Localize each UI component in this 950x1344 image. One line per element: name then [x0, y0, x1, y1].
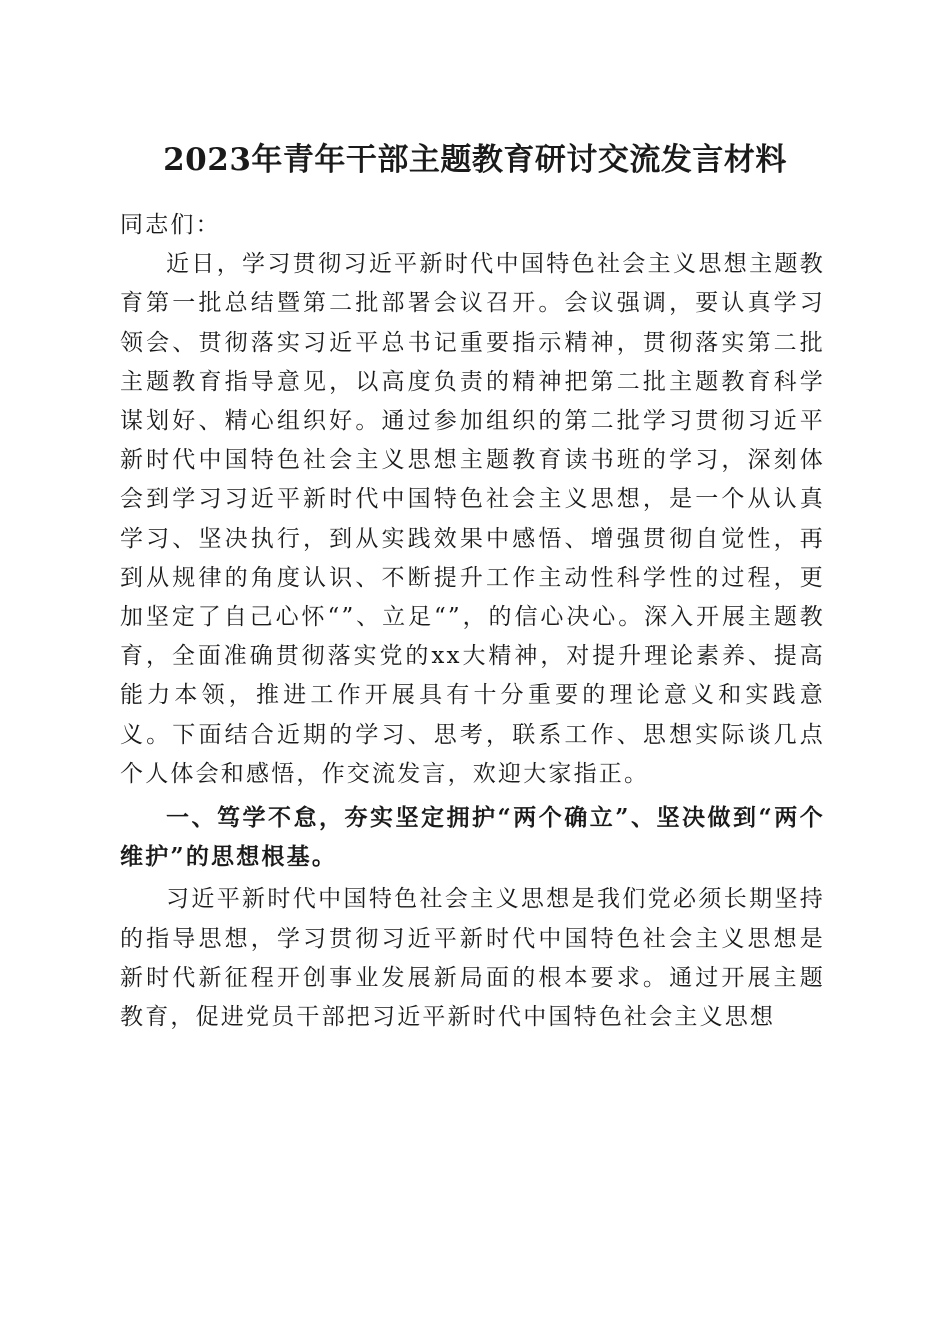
- section-heading: 一、笃学不怠，夯实坚定拥护“两个确立”、坚决做到“两个维护”的思想根基。: [120, 804, 825, 871]
- intro-paragraph: 近日，学习贯彻习近平新时代中国特色社会主义思想主题教育第一批总结暨第二批部署会议召开。会议强调，要认真学习领会、贯彻落实习近平总书记重要指示精神，贯彻落实第二批主题教育指导意见，以高度负责的精神把第二批主题教育科学谋划好、精心组织好。通过参加组织的第二批学习贯彻习近平新时代中国特色社会主义思想主题教育读书班的学习，深刻体会到学习习近平新时代中国特色社会主义思想，是一个从认真学习、坚决执行，到从实践效果中感悟、增强贯彻自觉性，再到从规律的角度认识、不断提升工作主动性科学性的过程，更加坚定了自己心怀“”、立足“”，的信心决心。深入开展主题教育，全面准确贯彻落实党的xx大精神，对提升理论素养、提高能力本领，推进工作开展具有十分重要的理论意义和实践意义。下面结合近期的学习、思考，联系工作、思想实际谈几点个人体会和感悟，作交流发言，欢迎大家指正。: [120, 251, 825, 787]
- document-title: 2023年青年干部主题教育研讨交流发言材料: [163, 142, 787, 178]
- document-body: [120, 206, 825, 1037]
- section-paragraph: 习近平新时代中国特色社会主义思想是我们党必须长期坚持的指导思想，学习贯彻习近平新时代中国特色社会主义思想是新时代新征程开创事业发展新局面的根本要求。通过开展主题教育，促进党员干部把习近平新时代中国特色社会主义思想: [120, 886, 825, 1031]
- salutation: 同志们：: [120, 212, 221, 238]
